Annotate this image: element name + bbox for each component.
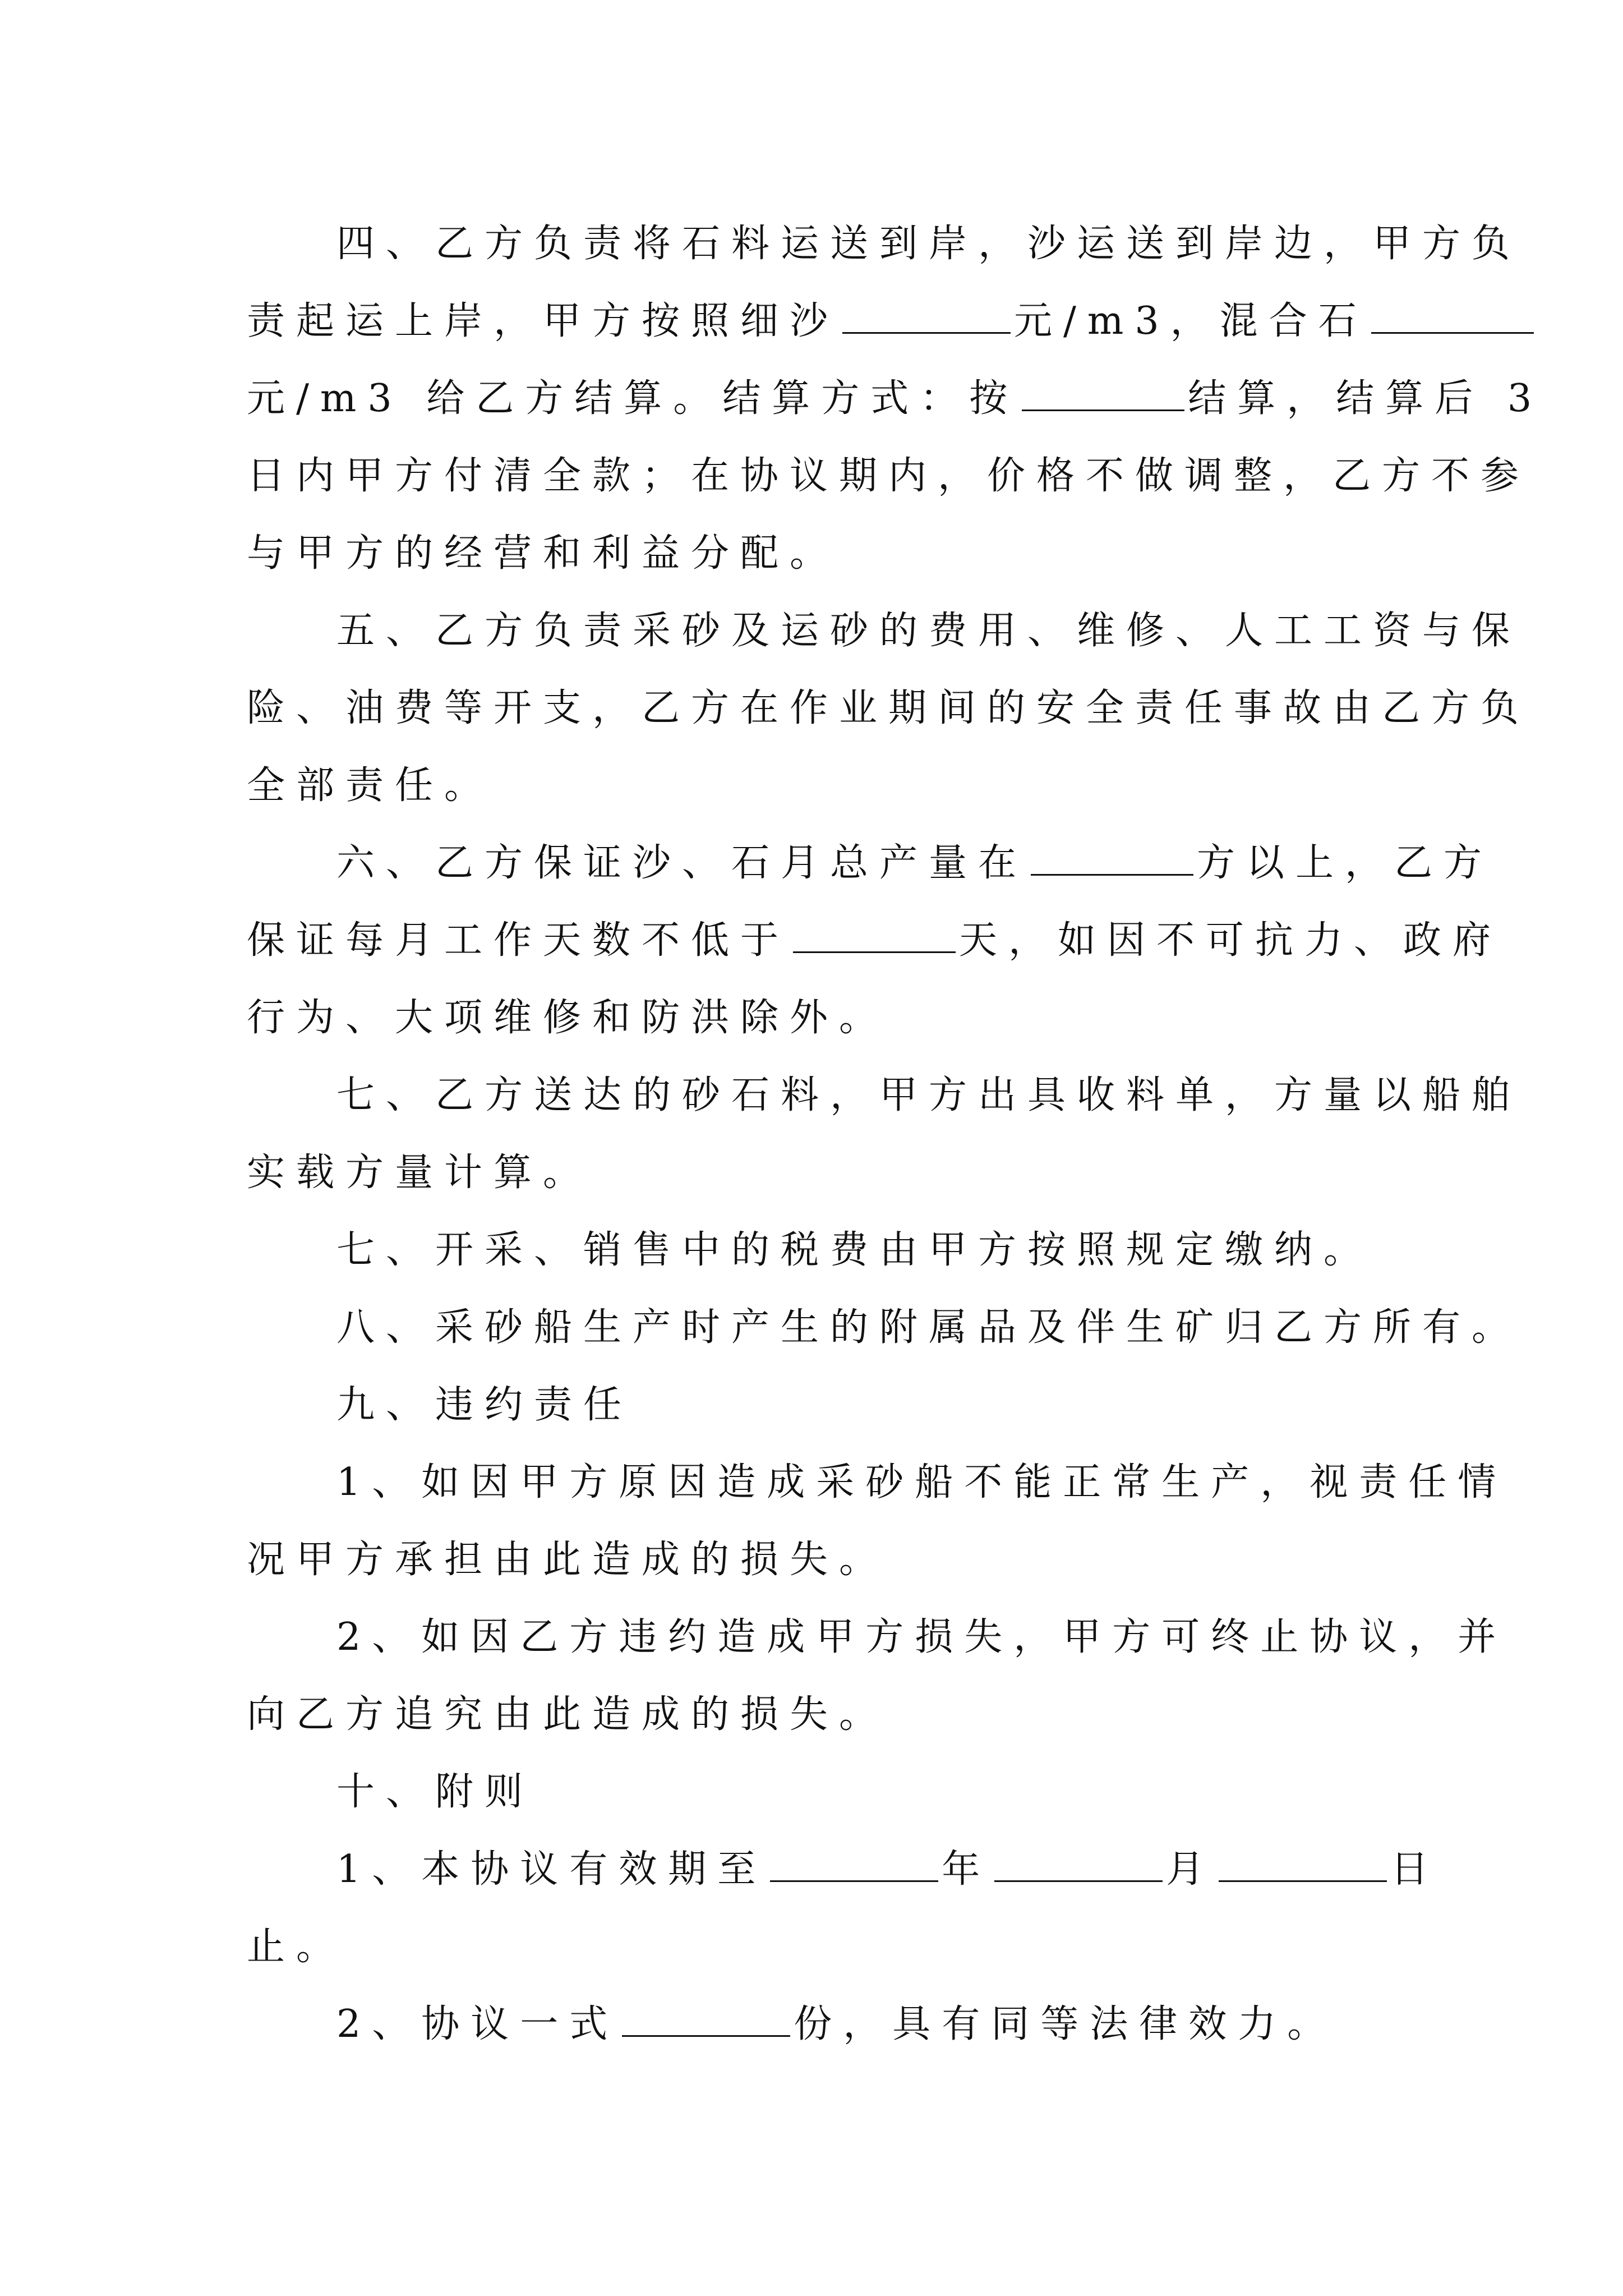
s6-line3: 行为、大项维修和防洪除外。 [247,996,889,1040]
s10-p2-text-b: 份，具有同等法律效力。 [794,2002,1337,2046]
s6-line2-text-b: 天，如因不可抗力、政府 [959,918,1502,963]
s6-line1-text-a: 六、乙方保证沙、石月总产量在 [336,841,1028,885]
s6-line1 [336,835,1514,891]
s7-line2: 实载方量计算。 [247,1151,593,1195]
s10-p1-text-month: 月 [1166,1847,1216,1892]
s8-line1: 八、采砂船生产时产生的附属品及伴生矿归乙方所有。 [336,1305,1521,1350]
s6-line1-text-b: 方以上，乙方 [1197,841,1493,885]
s9-p2-line1: 2、如因乙方违约造成甲方损失，甲方可终止协议，并 [336,1615,1507,1659]
fill-blank [1022,376,1184,411]
s9-p1-line1: 1、如因甲方原因造成采砂船不能正常生产，视责任情 [336,1460,1507,1504]
s9-p1-line2: 况甲方承担由此造成的损失。 [247,1538,889,1582]
s4-line4: 日内甲方付清全款；在协议期内，价格不做调整，乙方不参 [247,454,1530,498]
s10-p2-text-a: 2、协议一式 [336,2002,619,2046]
s4-line5: 与甲方的经营和利益分配。 [247,531,840,576]
s6-line2 [247,913,1502,969]
s7b-line1: 七、开采、销售中的税费由甲方按照规定缴纳。 [336,1228,1373,1272]
s4-line2 [247,293,1424,349]
fill-blank [1371,298,1534,334]
fill-blank [994,1847,1163,1882]
s9-p2-line2: 向乙方追究由此造成的损失。 [247,1692,889,1737]
s4-line3-text-b: 结算，结算后 3 [1188,376,1543,421]
s4-line1: 四、乙方负责将石料运送到岸，沙运送到岸边，甲方负 [336,222,1521,266]
s10-title: 十、附则 [336,1770,534,1814]
s7-line1: 七、乙方送达的砂石料，甲方出具收料单，方量以船舶 [336,1073,1521,1117]
fill-blank [1219,1847,1387,1882]
s4-line2-text-b: 元/m3，混合石 [1014,299,1368,343]
s10-p1-text-day: 日 [1390,1847,1440,1892]
fill-blank [793,918,956,953]
s5-line1: 五、乙方负责采砂及运砂的费用、维修、人工工资与保 [336,609,1521,653]
s4-line3-text-a: 元/m3 给乙方结算。结算方式：按 [247,376,1019,421]
s6-line2-text-a: 保证每月工作天数不低于 [247,918,790,963]
s4-line3 [247,371,1543,427]
s4-line2-text-a: 责起运上岸，甲方按照细沙 [247,299,840,343]
fill-blank [622,2001,790,2037]
fill-blank [842,298,1011,334]
s10-p1-text-a: 1、本协议有效期至 [336,1847,767,1892]
s10-p2-line1 [336,1996,1514,2053]
s10-p1-line2: 止。 [247,1925,346,1969]
s10-p1-line1 [336,1842,1514,1898]
s5-line3: 全部责任。 [247,763,494,808]
s5-line2: 险、油费等开支，乙方在作业期间的安全责任事故由乙方负 [247,686,1530,730]
s9-title: 九、违约责任 [336,1383,633,1427]
fill-blank [1031,840,1193,876]
fill-blank [770,1847,938,1882]
s10-p1-text-year: 年 [942,1847,992,1892]
